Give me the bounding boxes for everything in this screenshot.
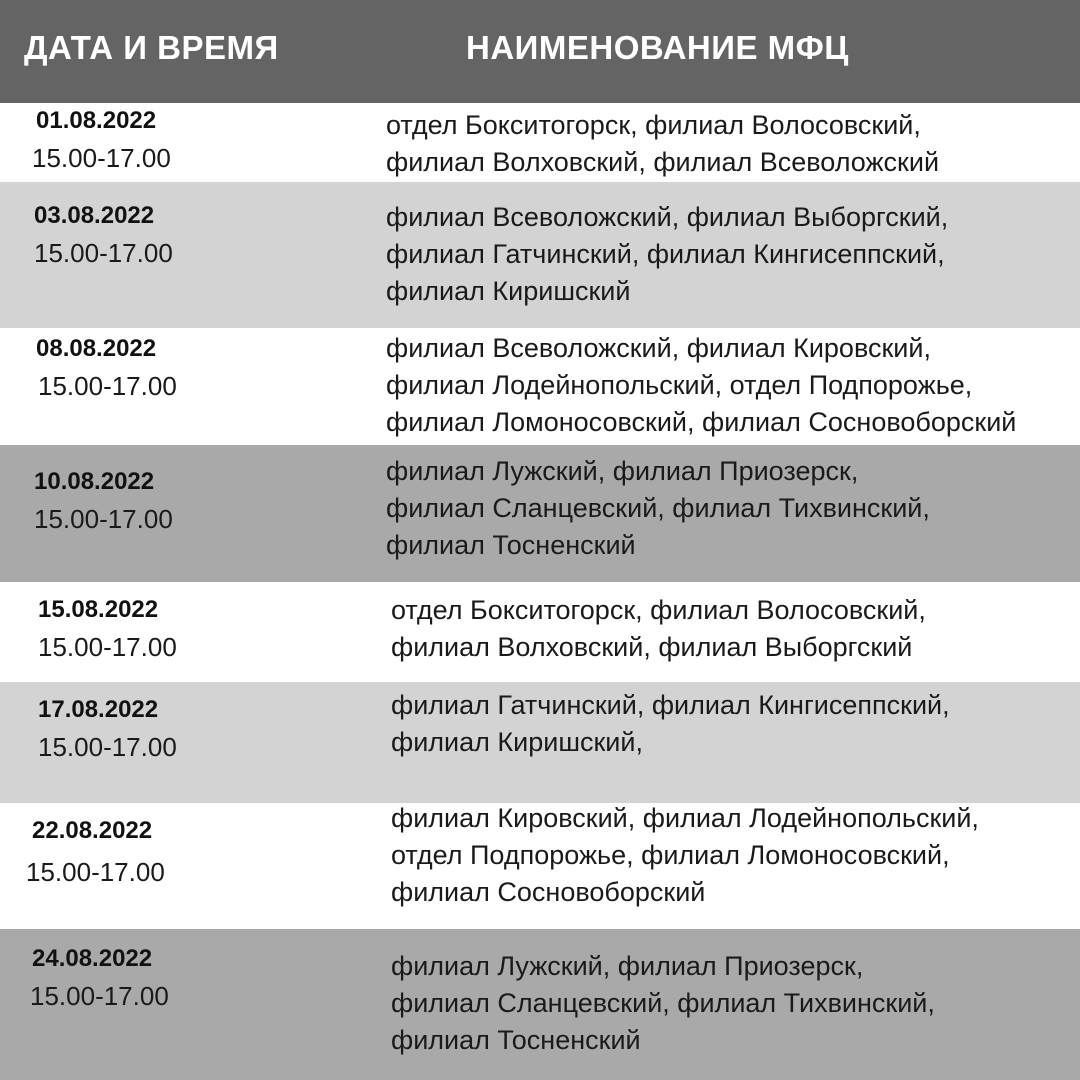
row-time: 15.00-17.00 — [34, 504, 173, 534]
mfc-line: филиал Кировский, филиал Лодейнопольский, — [391, 803, 979, 833]
date-time-cell — [32, 945, 169, 1011]
row-time: 15.00-17.00 — [38, 632, 177, 662]
date-time-cell — [38, 596, 177, 662]
mfc-line: филиал Гатчинский, филиал Кингисеппский, — [391, 690, 950, 720]
table-row — [0, 328, 1080, 445]
date-time-cell — [34, 468, 173, 534]
row-date: 10.08.2022 — [34, 468, 155, 495]
mfc-line: филиал Тосненский — [391, 1025, 641, 1055]
table-row — [0, 929, 1080, 1080]
header-date-column: ДАТА И ВРЕМЯ — [24, 29, 279, 66]
mfc-line: отдел Подпорожье, филиал Ломоносовский, — [391, 840, 950, 870]
mfc-line: филиал Волховский, филиал Всеволожский — [386, 147, 940, 177]
date-time-cell — [36, 335, 177, 401]
table-row — [0, 582, 1080, 682]
header-name-column: НАИМЕНОВАНИЕ МФЦ — [466, 29, 849, 66]
mfc-line: филиал Сланцевский, филиал Тихвинский, — [391, 988, 935, 1018]
mfc-names-cell — [391, 800, 979, 911]
mfc-line: филиал Волховский, филиал Выборгский — [391, 632, 913, 662]
date-time-cell — [32, 107, 171, 173]
mfc-names-cell — [386, 330, 1016, 441]
table-row — [0, 103, 1080, 182]
date-time-cell — [26, 817, 165, 887]
table-row — [0, 182, 1080, 328]
table-row — [0, 682, 1080, 803]
mfc-line: филиал Ломоносовский, филиал Сосновоборский — [386, 407, 1017, 437]
mfc-line: филиал Киришский, — [391, 727, 643, 757]
table-row — [0, 445, 1080, 582]
row-date: 24.08.2022 — [32, 945, 153, 972]
row-time: 15.00-17.00 — [30, 981, 169, 1011]
row-time: 15.00-17.00 — [38, 371, 177, 401]
mfc-names-cell — [391, 592, 926, 666]
row-time: 15.00-17.00 — [34, 238, 173, 268]
table-row — [0, 803, 1080, 929]
date-time-cell — [38, 696, 177, 762]
mfc-line: филиал Сосновоборский — [391, 877, 706, 907]
row-date: 22.08.2022 — [32, 817, 153, 844]
row-date: 08.08.2022 — [36, 335, 157, 362]
mfc-names-cell — [386, 107, 939, 181]
mfc-line: филиал Всеволожский, филиал Выборгский, — [386, 202, 949, 232]
mfc-line: филиал Лужский, филиал Приозерск, — [391, 951, 864, 981]
row-date: 17.08.2022 — [38, 696, 159, 723]
mfc-line: отдел Бокситогорск, филиал Волосовский, — [391, 595, 926, 625]
row-date: 15.08.2022 — [38, 596, 159, 623]
row-time: 15.00-17.00 — [32, 143, 171, 173]
mfc-line: филиал Лужский, филиал Приозерск, — [386, 456, 859, 486]
mfc-line: отдел Бокситогорск, филиал Волосовский, — [386, 110, 921, 140]
mfc-line: филиал Тосненский — [386, 530, 636, 560]
row-time: 15.00-17.00 — [38, 732, 177, 762]
date-time-cell — [34, 202, 173, 268]
mfc-line: филиал Гатчинский, филиал Кингисеппский, — [386, 239, 945, 269]
mfc-names-cell — [386, 453, 930, 564]
mfc-line: филиал Сланцевский, филиал Тихвинский, — [386, 493, 930, 523]
mfc-line: филиал Киришский — [386, 276, 631, 306]
table-header — [0, 0, 1080, 103]
mfc-line: филиал Лодейнопольский, отдел Подпорожье, — [386, 370, 973, 400]
row-date: 01.08.2022 — [36, 107, 157, 134]
mfc-names-cell — [386, 199, 948, 310]
mfc-line: филиал Всеволожский, филиал Кировский, — [386, 333, 931, 363]
mfc-names-cell — [391, 687, 950, 761]
row-time: 15.00-17.00 — [26, 857, 165, 887]
mfc-names-cell — [391, 948, 935, 1059]
row-date: 03.08.2022 — [34, 202, 155, 229]
